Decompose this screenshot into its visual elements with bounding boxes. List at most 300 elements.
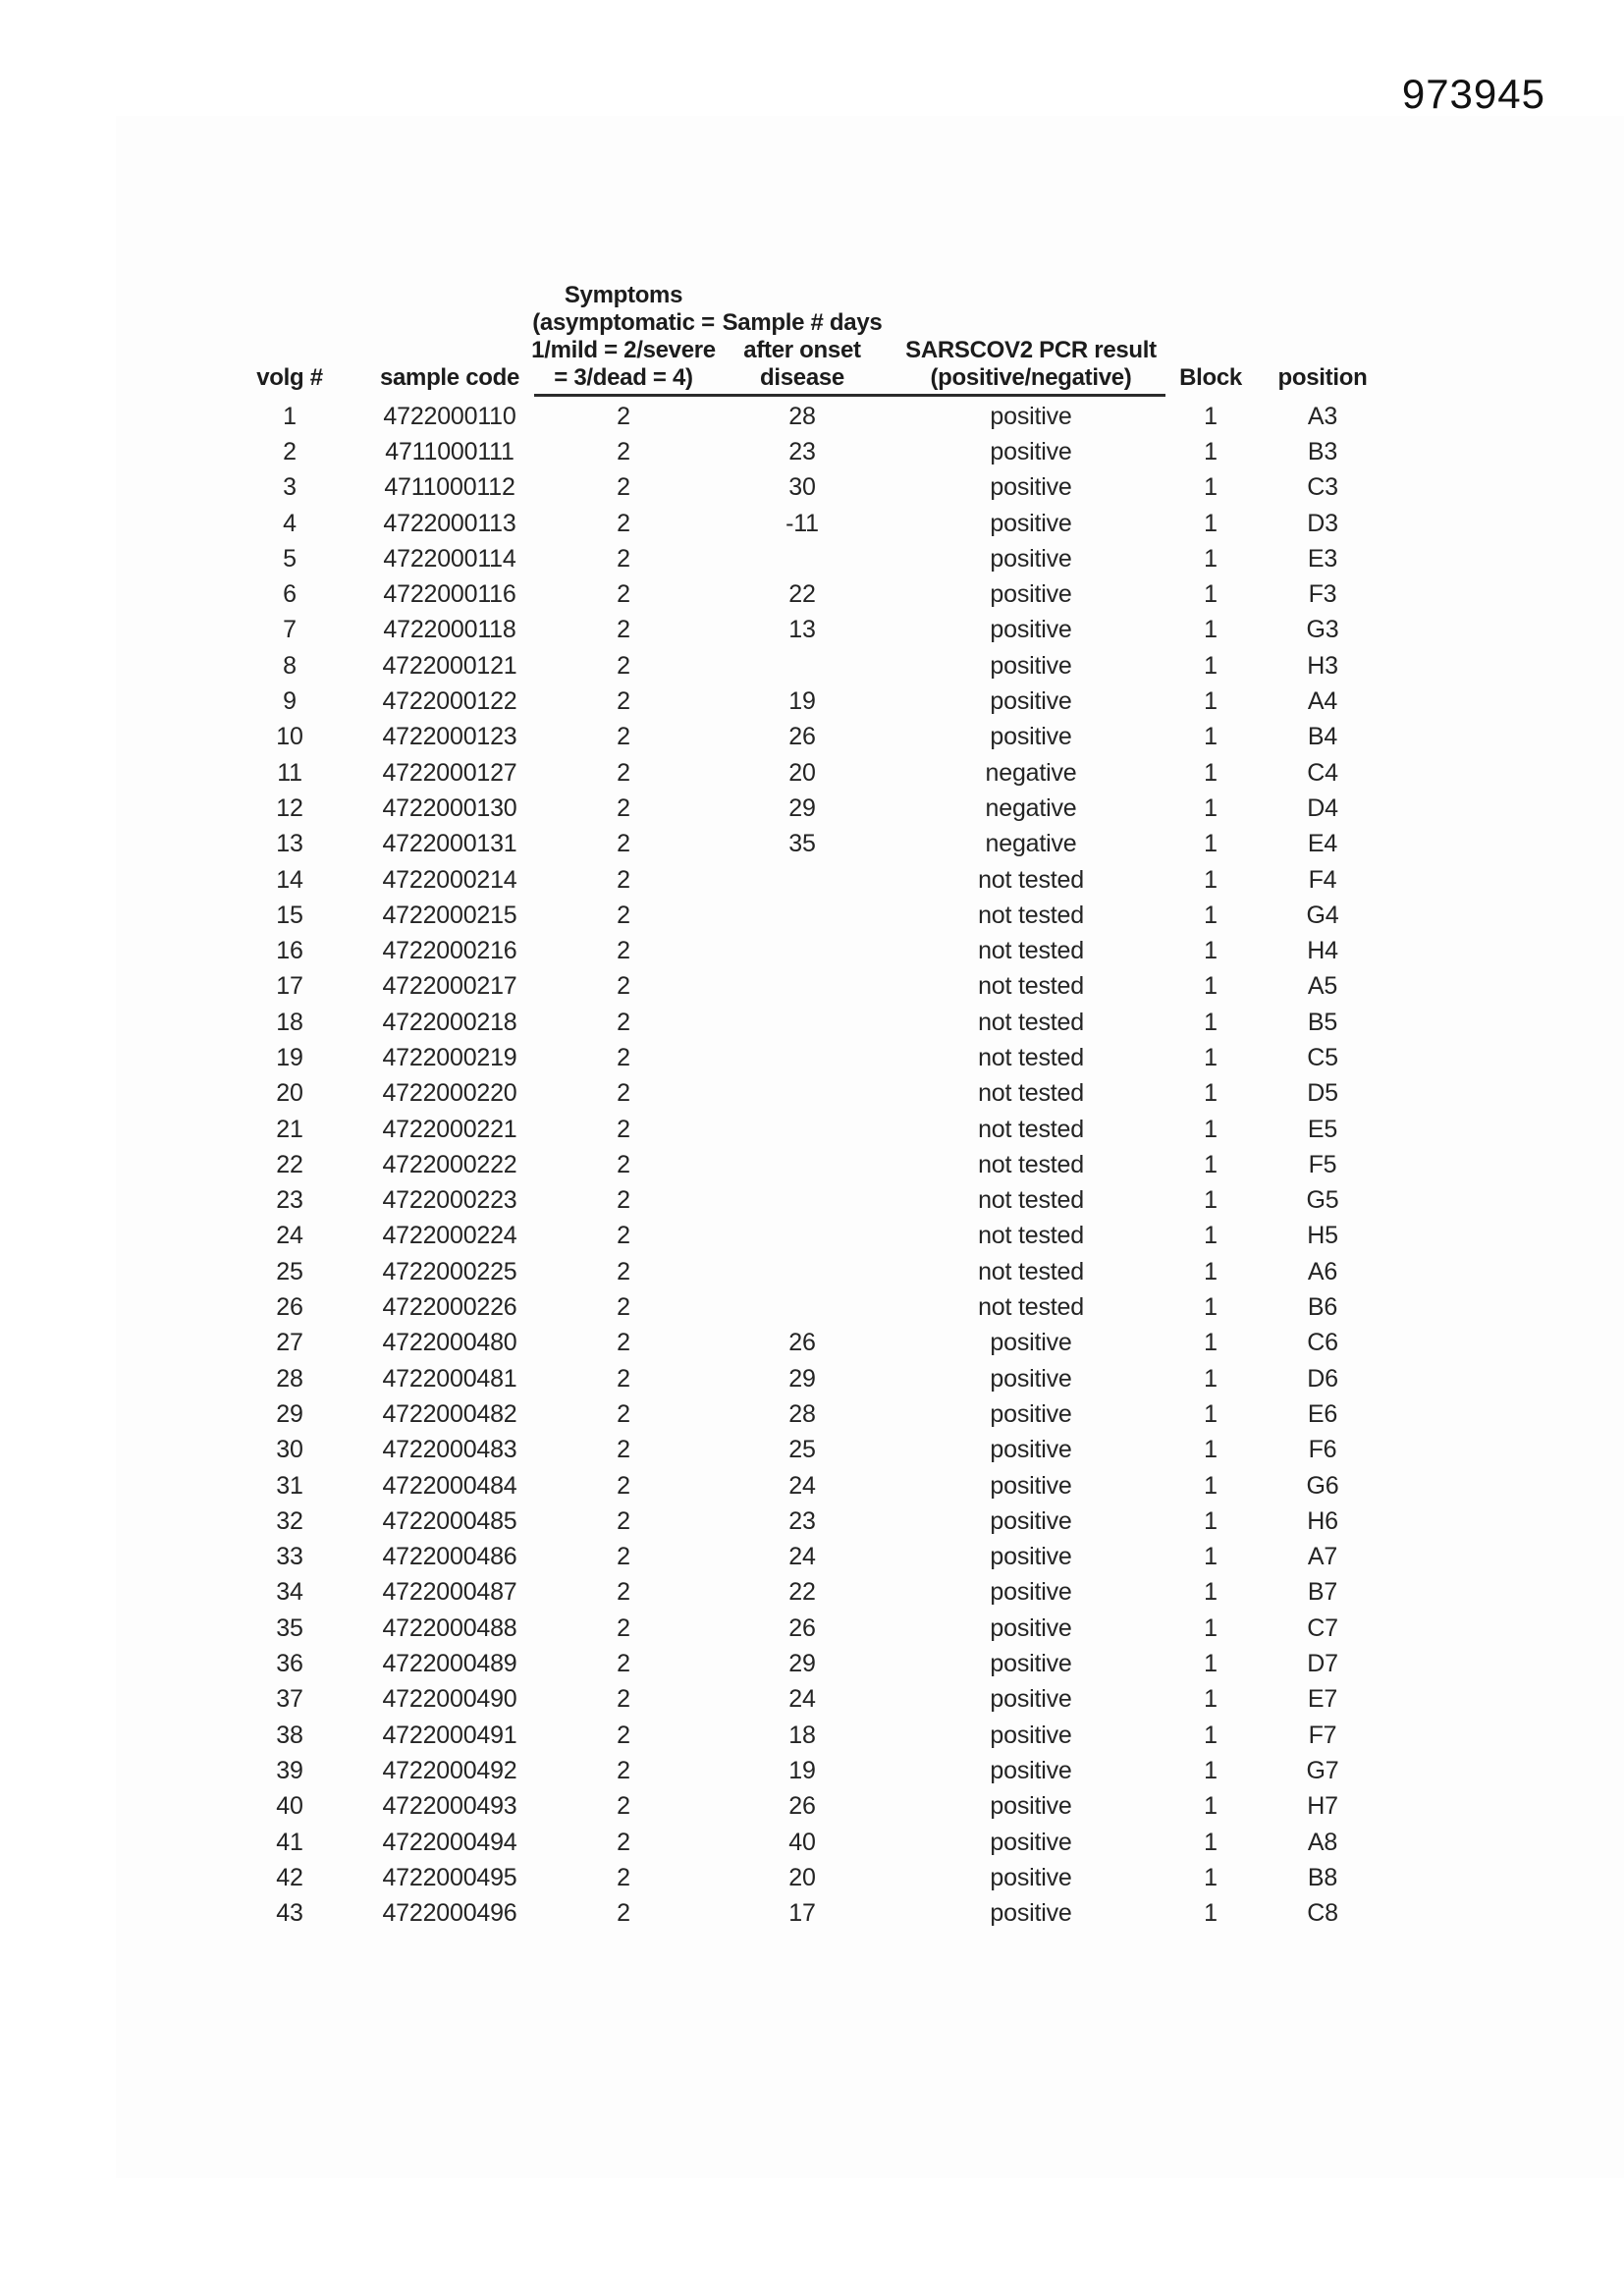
cell-volg: 15 — [276, 901, 303, 929]
cell-days-after-onset: 35 — [788, 830, 816, 858]
cell-sample-code: 4722000493 — [382, 1792, 517, 1821]
table-row — [216, 1718, 1392, 1753]
cell-sample-code: 4722000492 — [382, 1756, 517, 1784]
cell-volg: 18 — [276, 1008, 303, 1036]
cell-position: F3 — [1308, 580, 1337, 609]
cell-position: A5 — [1307, 972, 1338, 1001]
cell-block: 1 — [1204, 1756, 1218, 1784]
cell-position: H7 — [1307, 1792, 1338, 1821]
cell-days-after-onset: 23 — [788, 1506, 816, 1535]
column-header-volg — [216, 265, 363, 392]
cell-sample-code: 4722000110 — [383, 402, 516, 430]
cell-sample-code: 4722000222 — [382, 1150, 517, 1178]
table-row — [216, 1789, 1392, 1825]
cell-sample-code: 4722000223 — [382, 1186, 517, 1215]
cell-sample-code: 4722000482 — [382, 1399, 517, 1428]
column-header-block — [1168, 265, 1253, 392]
cell-volg: 8 — [283, 651, 297, 680]
cell-sample-code: 4722000226 — [382, 1293, 517, 1322]
table-row — [216, 1183, 1392, 1219]
cell-position: C7 — [1307, 1613, 1338, 1642]
table-row — [216, 1040, 1392, 1075]
cell-block: 1 — [1204, 1613, 1218, 1642]
cell-days-after-onset: -11 — [785, 509, 819, 537]
table-row — [216, 1575, 1392, 1611]
cell-position: G6 — [1306, 1471, 1339, 1500]
cell-block: 1 — [1204, 1150, 1218, 1178]
cell-pcr-result: positive — [990, 1792, 1072, 1821]
cell-pcr-result: not tested — [978, 1043, 1084, 1071]
table-row — [216, 470, 1392, 506]
cell-volg: 27 — [276, 1329, 303, 1357]
cell-volg: 2 — [283, 437, 297, 465]
cell-sample-code: 4722000494 — [382, 1828, 517, 1856]
cell-symptoms: 2 — [617, 1792, 630, 1821]
cell-sample-code: 4722000118 — [383, 616, 516, 644]
cell-sample-code: 4722000483 — [382, 1436, 517, 1464]
cell-pcr-result: not tested — [978, 901, 1084, 929]
cell-block: 1 — [1204, 1863, 1218, 1891]
cell-position: A3 — [1307, 402, 1338, 430]
cell-days-after-onset: 24 — [788, 1543, 816, 1571]
cell-volg: 7 — [283, 616, 297, 644]
cell-volg: 25 — [276, 1257, 303, 1285]
cell-volg: 29 — [276, 1399, 303, 1428]
cell-sample-code: 4711000111 — [385, 437, 514, 465]
cell-sample-code: 4722000484 — [382, 1471, 517, 1500]
column-header-days-after-onset — [711, 265, 893, 392]
cell-pcr-result: positive — [990, 1721, 1072, 1749]
cell-sample-code: 4722000487 — [382, 1578, 517, 1607]
table-row — [216, 1433, 1392, 1468]
table-row — [216, 827, 1392, 862]
cell-pcr-result: not tested — [978, 1079, 1084, 1108]
table-row — [216, 1646, 1392, 1681]
cell-pcr-result: positive — [990, 1899, 1072, 1928]
cell-days-after-onset: 26 — [788, 1613, 816, 1642]
cell-position: E3 — [1307, 544, 1338, 573]
cell-pcr-result: positive — [990, 509, 1072, 537]
cell-symptoms: 2 — [617, 1721, 630, 1749]
cell-symptoms: 2 — [617, 1222, 630, 1250]
cell-days-after-onset: 24 — [788, 1471, 816, 1500]
cell-block: 1 — [1204, 937, 1218, 965]
cell-position: F4 — [1308, 865, 1337, 894]
cell-position: D7 — [1307, 1650, 1338, 1678]
cell-sample-code: 4722000121 — [382, 651, 517, 680]
cell-position: C4 — [1307, 758, 1338, 787]
table-row — [216, 576, 1392, 612]
cell-sample-code: 4722000214 — [382, 865, 517, 894]
cell-position: E6 — [1307, 1399, 1338, 1428]
cell-block: 1 — [1204, 1329, 1218, 1357]
cell-position: D5 — [1307, 1079, 1338, 1108]
cell-pcr-result: positive — [990, 1828, 1072, 1856]
cell-volg: 12 — [276, 793, 303, 822]
cell-sample-code: 4722000481 — [382, 1364, 517, 1393]
cell-pcr-result: positive — [990, 1506, 1072, 1535]
cell-pcr-result: positive — [990, 1613, 1072, 1642]
cell-block: 1 — [1204, 402, 1218, 430]
cell-pcr-result: positive — [990, 1685, 1072, 1714]
column-header-label-line: SARSCOV2 PCR result — [905, 337, 1157, 363]
cell-volg: 33 — [276, 1543, 303, 1571]
cell-sample-code: 4722000485 — [382, 1506, 517, 1535]
cell-days-after-onset: 20 — [788, 758, 816, 787]
cell-sample-code: 4711000112 — [384, 473, 515, 502]
table-row — [216, 648, 1392, 683]
cell-position: A7 — [1307, 1543, 1338, 1571]
cell-pcr-result: positive — [990, 1863, 1072, 1891]
table-row — [216, 898, 1392, 933]
page-number: 973945 — [1401, 71, 1545, 117]
cell-symptoms: 2 — [617, 580, 630, 609]
cell-pcr-result: not tested — [978, 1008, 1084, 1036]
cell-symptoms: 2 — [617, 937, 630, 965]
cell-block: 1 — [1204, 901, 1218, 929]
cell-symptoms: 2 — [617, 616, 630, 644]
cell-pcr-result: positive — [990, 1364, 1072, 1393]
table-row — [216, 1326, 1392, 1361]
cell-volg: 17 — [276, 972, 303, 1001]
cell-symptoms: 2 — [617, 473, 630, 502]
cell-pcr-result: not tested — [978, 1186, 1084, 1215]
cell-position: B8 — [1307, 1863, 1338, 1891]
cell-sample-code: 4722000489 — [382, 1650, 517, 1678]
cell-position: D6 — [1307, 1364, 1338, 1393]
table-row — [216, 933, 1392, 968]
column-header-label: Block — [1179, 364, 1242, 391]
table-row — [216, 506, 1392, 541]
cell-days-after-onset: 18 — [788, 1721, 816, 1749]
cell-pcr-result: positive — [990, 437, 1072, 465]
cell-pcr-result: positive — [990, 1650, 1072, 1678]
table-row — [216, 1005, 1392, 1040]
cell-volg: 35 — [276, 1613, 303, 1642]
column-header-sample-code — [363, 265, 536, 392]
table-row — [216, 541, 1392, 576]
cell-days-after-onset: 17 — [788, 1899, 816, 1928]
table-row — [216, 720, 1392, 755]
cell-symptoms: 2 — [617, 1008, 630, 1036]
cell-volg: 4 — [283, 509, 297, 537]
cell-block: 1 — [1204, 1578, 1218, 1607]
cell-volg: 13 — [276, 830, 303, 858]
cell-symptoms: 2 — [617, 1293, 630, 1322]
cell-days-after-onset: 40 — [788, 1828, 816, 1856]
cell-block: 1 — [1204, 1186, 1218, 1215]
cell-volg: 20 — [276, 1079, 303, 1108]
cell-volg: 26 — [276, 1293, 303, 1322]
cell-days-after-onset: 28 — [788, 1399, 816, 1428]
cell-block: 1 — [1204, 437, 1218, 465]
column-header-symptoms — [531, 265, 716, 392]
cell-block: 1 — [1204, 1043, 1218, 1071]
cell-pcr-result: negative — [985, 758, 1077, 787]
cell-sample-code: 4722000490 — [382, 1685, 517, 1714]
table-row — [216, 613, 1392, 648]
cell-symptoms: 2 — [617, 1079, 630, 1108]
cell-position: E7 — [1307, 1685, 1338, 1714]
cell-volg: 30 — [276, 1436, 303, 1464]
cell-pcr-result: positive — [990, 651, 1072, 680]
cell-volg: 37 — [276, 1685, 303, 1714]
table-row — [216, 1361, 1392, 1396]
cell-sample-code: 4722000218 — [382, 1008, 517, 1036]
cell-symptoms: 2 — [617, 509, 630, 537]
cell-volg: 5 — [283, 544, 297, 573]
cell-symptoms: 2 — [617, 1436, 630, 1464]
cell-volg: 39 — [276, 1756, 303, 1784]
cell-symptoms: 2 — [617, 972, 630, 1001]
cell-block: 1 — [1204, 651, 1218, 680]
table-row — [216, 1219, 1392, 1254]
cell-volg: 22 — [276, 1150, 303, 1178]
cell-sample-code: 4722000122 — [382, 687, 517, 716]
cell-days-after-onset: 19 — [788, 687, 816, 716]
cell-position: G4 — [1306, 901, 1339, 929]
cell-block: 1 — [1204, 1115, 1218, 1143]
cell-sample-code: 4722000216 — [382, 937, 517, 965]
cell-position: F6 — [1308, 1436, 1337, 1464]
cell-pcr-result: positive — [990, 1756, 1072, 1784]
cell-block: 1 — [1204, 793, 1218, 822]
cell-pcr-result: not tested — [978, 1222, 1084, 1250]
cell-symptoms: 2 — [617, 723, 630, 751]
cell-symptoms: 2 — [617, 1399, 630, 1428]
cell-sample-code: 4722000127 — [382, 758, 517, 787]
table-row — [216, 969, 1392, 1005]
cell-sample-code: 4722000219 — [382, 1043, 517, 1071]
cell-position: D4 — [1307, 793, 1338, 822]
cell-position: C5 — [1307, 1043, 1338, 1071]
cell-days-after-onset: 22 — [788, 580, 816, 609]
cell-days-after-onset: 29 — [788, 793, 816, 822]
cell-position: G5 — [1306, 1186, 1339, 1215]
cell-symptoms: 2 — [617, 1471, 630, 1500]
table-row — [216, 1147, 1392, 1182]
cell-position: B3 — [1307, 437, 1338, 465]
cell-block: 1 — [1204, 509, 1218, 537]
cell-pcr-result: not tested — [978, 972, 1084, 1001]
cell-symptoms: 2 — [617, 1115, 630, 1143]
cell-sample-code: 4722000224 — [382, 1222, 517, 1250]
cell-symptoms: 2 — [617, 544, 630, 573]
cell-volg: 28 — [276, 1364, 303, 1393]
cell-block: 1 — [1204, 1222, 1218, 1250]
cell-volg: 16 — [276, 937, 303, 965]
cell-pcr-result: not tested — [978, 1293, 1084, 1322]
cell-volg: 31 — [276, 1471, 303, 1500]
cell-pcr-result: positive — [990, 1471, 1072, 1500]
cell-block: 1 — [1204, 1792, 1218, 1821]
cell-position: G3 — [1306, 616, 1339, 644]
column-header-label: position — [1277, 364, 1368, 391]
cell-symptoms: 2 — [617, 1364, 630, 1393]
table-row — [216, 1289, 1392, 1325]
table-row — [216, 1396, 1392, 1432]
column-header-label-line: Sample # days — [722, 309, 883, 336]
cell-volg: 6 — [283, 580, 297, 609]
cell-symptoms: 2 — [617, 793, 630, 822]
cell-block: 1 — [1204, 1364, 1218, 1393]
cell-block: 1 — [1204, 1899, 1218, 1928]
cell-pcr-result: not tested — [978, 865, 1084, 894]
column-header-label-line: after onset — [743, 337, 861, 363]
cell-symptoms: 2 — [617, 1863, 630, 1891]
cell-sample-code: 4722000123 — [382, 723, 517, 751]
cell-pcr-result: positive — [990, 1578, 1072, 1607]
cell-block: 1 — [1204, 687, 1218, 716]
cell-sample-code: 4722000488 — [382, 1613, 517, 1642]
cell-sample-code: 4722000131 — [382, 830, 517, 858]
cell-volg: 36 — [276, 1650, 303, 1678]
cell-volg: 41 — [276, 1828, 303, 1856]
cell-symptoms: 2 — [617, 687, 630, 716]
cell-days-after-onset: 26 — [788, 723, 816, 751]
column-header-pcr-result — [893, 265, 1168, 392]
cell-symptoms: 2 — [617, 437, 630, 465]
cell-symptoms: 2 — [617, 865, 630, 894]
cell-position: B6 — [1307, 1293, 1338, 1322]
cell-sample-code: 4722000486 — [382, 1543, 517, 1571]
cell-block: 1 — [1204, 723, 1218, 751]
cell-symptoms: 2 — [617, 1899, 630, 1928]
cell-pcr-result: positive — [990, 544, 1072, 573]
cell-sample-code: 4722000225 — [382, 1257, 517, 1285]
cell-pcr-result: positive — [990, 473, 1072, 502]
cell-sample-code: 4722000495 — [382, 1863, 517, 1891]
table-row — [216, 1860, 1392, 1895]
cell-pcr-result: negative — [985, 793, 1077, 822]
table-row — [216, 1468, 1392, 1503]
cell-pcr-result: not tested — [978, 1150, 1084, 1178]
cell-volg: 1 — [283, 402, 297, 430]
cell-block: 1 — [1204, 1257, 1218, 1285]
cell-symptoms: 2 — [617, 1828, 630, 1856]
cell-pcr-result: positive — [990, 402, 1072, 430]
cell-symptoms: 2 — [617, 1578, 630, 1607]
cell-symptoms: 2 — [617, 1685, 630, 1714]
cell-block: 1 — [1204, 865, 1218, 894]
cell-position: A6 — [1307, 1257, 1338, 1285]
cell-symptoms: 2 — [617, 1613, 630, 1642]
cell-symptoms: 2 — [617, 402, 630, 430]
cell-pcr-result: positive — [990, 1436, 1072, 1464]
column-header-label: volg # — [256, 364, 323, 391]
cell-days-after-onset: 20 — [788, 1863, 816, 1891]
cell-block: 1 — [1204, 616, 1218, 644]
cell-position: F7 — [1308, 1721, 1337, 1749]
cell-days-after-onset: 19 — [788, 1756, 816, 1784]
cell-position: B7 — [1307, 1578, 1338, 1607]
cell-position: H6 — [1307, 1506, 1338, 1535]
cell-block: 1 — [1204, 1721, 1218, 1749]
cell-position: H3 — [1307, 651, 1338, 680]
cell-days-after-onset: 28 — [788, 402, 816, 430]
cell-block: 1 — [1204, 1008, 1218, 1036]
cell-volg: 23 — [276, 1186, 303, 1215]
column-header-label: sample code — [379, 364, 520, 391]
cell-block: 1 — [1204, 1685, 1218, 1714]
cell-days-after-onset: 22 — [788, 1578, 816, 1607]
table-row — [216, 791, 1392, 826]
cell-symptoms: 2 — [617, 1506, 630, 1535]
table-row — [216, 1895, 1392, 1931]
cell-days-after-onset: 24 — [788, 1685, 816, 1714]
cell-volg: 19 — [276, 1043, 303, 1071]
cell-volg: 24 — [276, 1222, 303, 1250]
cell-position: A4 — [1307, 687, 1338, 716]
cell-block: 1 — [1204, 1399, 1218, 1428]
cell-position: B4 — [1307, 723, 1338, 751]
table-row — [216, 1503, 1392, 1539]
table-row — [216, 1682, 1392, 1718]
cell-position: F5 — [1308, 1150, 1337, 1178]
cell-days-after-onset: 30 — [788, 473, 816, 502]
cell-sample-code: 4722000217 — [382, 972, 517, 1001]
cell-block: 1 — [1204, 830, 1218, 858]
table-row — [216, 1825, 1392, 1860]
cell-days-after-onset: 29 — [788, 1650, 816, 1678]
cell-days-after-onset: 23 — [788, 437, 816, 465]
cell-sample-code: 4722000114 — [383, 544, 516, 573]
column-header-label-line: 1/mild = 2/severe — [531, 337, 716, 363]
table-row — [216, 755, 1392, 791]
cell-position: C8 — [1307, 1899, 1338, 1928]
cell-symptoms: 2 — [617, 1186, 630, 1215]
table-row — [216, 683, 1392, 719]
cell-symptoms: 2 — [617, 1543, 630, 1571]
cell-pcr-result: negative — [985, 830, 1077, 858]
column-header-label-line: = 3/dead = 4) — [554, 364, 693, 391]
cell-block: 1 — [1204, 1293, 1218, 1322]
cell-sample-code: 4722000220 — [382, 1079, 517, 1108]
cell-position: E4 — [1307, 830, 1338, 858]
cell-block: 1 — [1204, 758, 1218, 787]
table-row — [216, 862, 1392, 898]
cell-position: C3 — [1307, 473, 1338, 502]
cell-position: H4 — [1307, 937, 1338, 965]
cell-volg: 43 — [276, 1899, 303, 1928]
cell-symptoms: 2 — [617, 1150, 630, 1178]
column-header-label-line: Symptoms — [564, 282, 683, 308]
cell-days-after-onset: 13 — [788, 616, 816, 644]
column-header-position — [1253, 265, 1392, 392]
cell-sample-code: 4722000215 — [382, 901, 517, 929]
cell-pcr-result: positive — [990, 1399, 1072, 1428]
cell-symptoms: 2 — [617, 830, 630, 858]
cell-sample-code: 4722000130 — [382, 793, 517, 822]
cell-pcr-result: not tested — [978, 937, 1084, 965]
cell-symptoms: 2 — [617, 1257, 630, 1285]
cell-block: 1 — [1204, 473, 1218, 502]
cell-symptoms: 2 — [617, 901, 630, 929]
cell-volg: 21 — [276, 1115, 303, 1143]
cell-block: 1 — [1204, 1650, 1218, 1678]
cell-block: 1 — [1204, 972, 1218, 1001]
cell-pcr-result: positive — [990, 616, 1072, 644]
cell-position: B5 — [1307, 1008, 1338, 1036]
cell-sample-code: 4722000116 — [383, 580, 516, 609]
cell-volg: 32 — [276, 1506, 303, 1535]
cell-symptoms: 2 — [617, 651, 630, 680]
cell-symptoms: 2 — [617, 1043, 630, 1071]
cell-pcr-result: not tested — [978, 1257, 1084, 1285]
cell-days-after-onset: 29 — [788, 1364, 816, 1393]
table-row — [216, 1254, 1392, 1289]
column-header-label-line: (positive/negative) — [930, 364, 1132, 391]
